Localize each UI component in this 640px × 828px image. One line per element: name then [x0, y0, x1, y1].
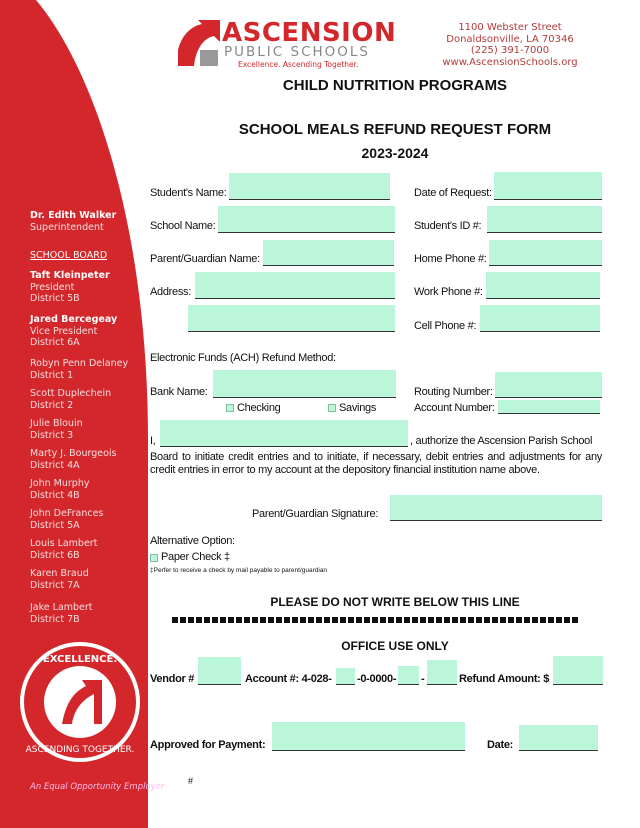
- superintendent: Dr. Edith Walker Superintendent: [30, 210, 117, 233]
- board-member: [30, 568, 89, 591]
- date-label: Date:: [487, 739, 514, 751]
- vendor-label: Vendor #: [150, 673, 195, 685]
- checking-label: Checking: [237, 402, 281, 414]
- auth-text-3: entries in error to my account at the depository financial institution name above.: [177, 463, 540, 476]
- equal-opportunity: An Equal Opportunity Employer: [30, 782, 165, 792]
- routing-number-label: Routing Number:: [414, 386, 493, 398]
- member-district: District 3: [30, 429, 74, 441]
- routing-number-field[interactable]: [495, 372, 602, 398]
- savings-checkbox[interactable]: [328, 404, 336, 412]
- cell-phone-field[interactable]: [480, 305, 600, 332]
- auth-text-1: , authorize the Ascension Parish School: [410, 435, 593, 447]
- member-name: Jake Lambert: [30, 602, 93, 613]
- member-name: Louis Lambert: [30, 538, 98, 549]
- svg-text:EXCELLENCE.: EXCELLENCE.: [42, 654, 118, 665]
- member-district: District 5A: [30, 519, 80, 531]
- school-name-label: School Name:: [150, 220, 216, 232]
- do-not-write-notice: PLEASE DO NOT WRITE BELOW THIS LINE: [270, 595, 520, 609]
- logo-tagline: Excellence. Ascending Together.: [238, 60, 359, 69]
- member-name: Julie Blouin: [30, 418, 83, 429]
- paper-check-label: Paper Check ‡: [161, 551, 230, 563]
- work-phone-label: Work Phone #:: [414, 286, 483, 298]
- member-district: District 7A: [30, 579, 80, 591]
- address-label: Address:: [150, 286, 192, 298]
- paper-check-checkbox[interactable]: [150, 554, 158, 562]
- member-district: District 6A: [30, 337, 80, 348]
- board-member: [30, 508, 103, 531]
- member-district: District 5B: [30, 293, 80, 304]
- member-role: Vice President: [30, 325, 98, 337]
- form-year: 2023-2024: [361, 145, 429, 161]
- cell-phone-label: Cell Phone #:: [414, 320, 477, 332]
- student-name-label: Student's Name:: [150, 187, 227, 199]
- board-member: [30, 478, 89, 501]
- member-name: Scott Duplechein: [30, 388, 112, 399]
- paper-check-note: ‡Perfer to receive a check by mail payable to parent/guardian: [150, 567, 328, 574]
- account-field-1[interactable]: [336, 668, 355, 685]
- svg-text:ASCENDING TOGETHER.: ASCENDING TOGETHER.: [25, 745, 135, 755]
- school-board-heading: SCHOOL BOARD: [30, 250, 108, 261]
- date-of-request-field[interactable]: [494, 172, 602, 200]
- program-title: CHILD NUTRITION PROGRAMS: [282, 77, 508, 94]
- authorizer-name-field[interactable]: [160, 420, 408, 447]
- board-member: [30, 538, 97, 561]
- office-use-heading: OFFICE USE ONLY: [341, 639, 449, 653]
- account-field-3[interactable]: [427, 660, 457, 685]
- approved-field[interactable]: [272, 722, 465, 751]
- board-member: [30, 388, 111, 411]
- vendor-field[interactable]: [198, 657, 241, 685]
- student-name-field[interactable]: [229, 173, 390, 200]
- member-name: Jared Bercegeay: [30, 314, 118, 325]
- board-member: [30, 602, 93, 625]
- account-number-label: Account Number:: [414, 402, 495, 414]
- savings-label: Savings: [339, 402, 377, 414]
- bank-name-field[interactable]: [213, 370, 396, 398]
- board-member: [30, 314, 117, 349]
- divider-line: [172, 617, 580, 623]
- account-field-2[interactable]: [398, 666, 419, 685]
- school-name-field[interactable]: [218, 206, 395, 233]
- member-district: District 7B: [30, 613, 80, 625]
- logo-subtitle: PUBLIC SCHOOLS: [224, 44, 370, 60]
- address-field-2[interactable]: [188, 305, 395, 332]
- district-logo-icon: [178, 20, 220, 66]
- home-phone-label: Home Phone #:: [414, 253, 487, 265]
- member-district: District 2: [30, 399, 74, 411]
- date-field[interactable]: [519, 725, 598, 751]
- auth-i: I,: [150, 435, 156, 447]
- member-district: District 6B: [30, 549, 80, 561]
- member-district: District 1: [30, 369, 74, 381]
- checking-checkbox[interactable]: [226, 404, 234, 412]
- member-name: John DeFrances: [30, 508, 104, 519]
- student-id-label: Student's ID #:: [414, 220, 482, 232]
- parent-name-label: Parent/Guardian Name:: [150, 253, 260, 265]
- footer-mark: #: [188, 776, 194, 786]
- alternative-option-label: Alternative Option:: [150, 535, 235, 547]
- member-district: District 4B: [30, 489, 80, 501]
- member-name: Robyn Penn Delaney: [30, 358, 129, 369]
- work-phone-field[interactable]: [486, 272, 600, 299]
- member-name: Taft Kleinpeter: [30, 270, 110, 281]
- member-name: John Murphy: [30, 478, 90, 489]
- member-name: Karen Braud: [30, 568, 89, 579]
- approved-label: Approved for Payment:: [150, 739, 266, 751]
- account-number-field[interactable]: [498, 400, 600, 414]
- ach-heading: Electronic Funds (ACH) Refund Method:: [150, 352, 336, 364]
- refund-amount-label: Refund Amount: $: [459, 673, 550, 685]
- board-member: [30, 418, 83, 441]
- account-dash: -: [421, 673, 425, 685]
- form-title: SCHOOL MEALS REFUND REQUEST FORM: [238, 121, 552, 138]
- account-label: Account #: 4-028-: [245, 673, 332, 685]
- refund-amount-field[interactable]: [553, 656, 603, 685]
- signature-label: Parent/Guardian Signature:: [252, 508, 379, 520]
- member-district: District 4A: [30, 459, 80, 471]
- parent-name-field[interactable]: [263, 240, 394, 266]
- auth-text-2: Board to initiate credit entries and to initiate, if necessary, debit entries and adjustments for any credit: [150, 451, 602, 476]
- student-id-field[interactable]: [487, 206, 602, 233]
- member-role: President: [30, 281, 75, 293]
- board-member: [30, 448, 117, 471]
- signature-field[interactable]: [390, 495, 602, 521]
- logo-title: ASCENSION: [222, 18, 397, 48]
- account-mid: -0-0000-: [357, 673, 397, 685]
- district-address: 1100 Webster Street Donaldsonville, LA 70346 (225) 391-7000 www.AscensionSchools.org: [442, 22, 578, 68]
- seal-logo: [18, 640, 142, 764]
- date-of-request-label: Date of Request:: [414, 187, 492, 199]
- address-field-1[interactable]: [195, 272, 395, 299]
- member-name: Marty J. Bourgeois: [30, 448, 117, 459]
- board-member: [30, 270, 110, 305]
- authorization-paragraph: [150, 451, 602, 476]
- board-member: [30, 358, 128, 381]
- home-phone-field[interactable]: [489, 240, 602, 266]
- bank-name-label: Bank Name:: [150, 386, 208, 398]
